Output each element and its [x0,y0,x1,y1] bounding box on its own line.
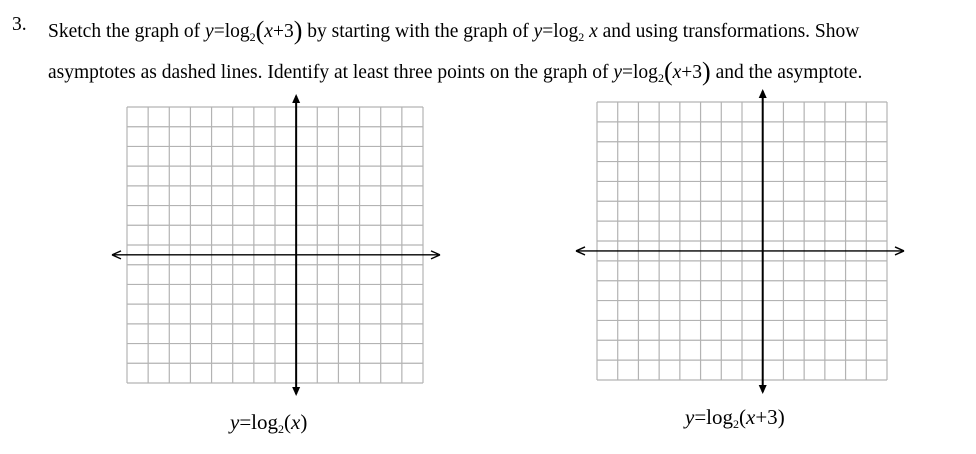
math-base: 2 [278,422,285,436]
problem-line-2 [48,55,862,86]
paren-open: ( [284,410,292,434]
math-rest: +3 [272,21,294,42]
math-log: log [553,21,579,42]
coordinate-grid-left[interactable] [110,90,445,400]
math-rest: +3 [755,405,778,429]
math-var: x [672,62,682,83]
math-eq: = [694,405,707,429]
math-var: y [685,405,695,429]
math-var: x [264,21,273,42]
paren-close: ) [300,410,308,434]
math-var: y [230,410,240,434]
math-base: 2 [249,30,256,44]
paren-open: ( [663,57,673,86]
text-segment: by starting with the graph of [302,21,534,42]
text-segment: asymptotes as dashed lines. Identify at least three points on the graph of [48,62,614,83]
math-var: x [291,410,301,434]
math-eq: = [622,62,634,83]
graph-caption-left [230,410,307,437]
y-axis-arrow-up [292,94,300,103]
problem-number: 3. [12,14,27,35]
math-eq: = [239,410,252,434]
math-log: log [251,410,279,434]
text-segment: and using transformations. Show [597,21,860,42]
paren-close: ) [702,57,711,86]
paren-open: ( [739,405,747,429]
problem-text-line-1 [48,14,859,45]
y-axis-arrow-down [292,387,300,396]
paren-open: ( [255,16,265,45]
text-segment: Sketch the graph of [48,21,206,42]
math-base: 2 [578,30,585,44]
paren-close: ) [777,405,785,429]
paren-close: ) [293,16,303,45]
graph-caption-right [685,405,785,432]
math-var: y [613,62,623,83]
math-log: log [224,21,250,42]
math-var: x [589,21,598,42]
coordinate-grid-right[interactable] [574,85,909,398]
math-var: x [746,405,756,429]
math-rest: +3 [681,62,703,83]
math-eq: = [213,21,225,42]
math-base: 2 [657,71,664,85]
math-eq: = [542,21,554,42]
math-log: log [633,62,658,83]
y-axis-arrow-up [759,89,767,98]
math-base: 2 [733,417,740,431]
y-axis-arrow-down [759,385,767,394]
math-var: y [205,21,214,42]
text-segment: and the asymptote. [710,62,863,83]
math-var: y [533,21,543,42]
math-log: log [706,405,734,429]
